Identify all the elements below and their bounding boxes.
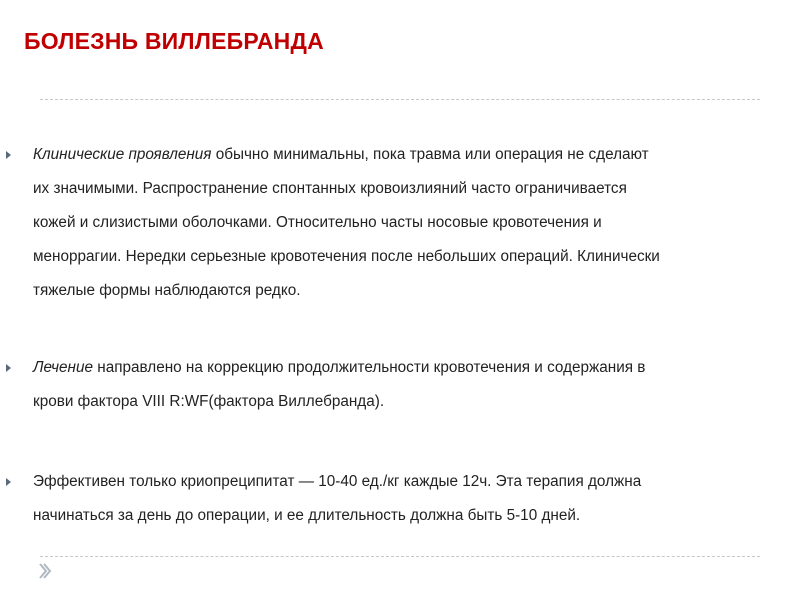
text-line: Эффективен только криопреципитат — 10-40 ед./кг каждые 12ч. Эта терапия должна [33,473,642,490]
bullet-text [33,465,798,533]
bullet-text [33,138,798,308]
triangle-right-icon [6,151,11,159]
text-line: меноррагии. Нередки серьезные кровотечения после небольших операций. Клинически [33,248,660,265]
text-line: тяжелые формы наблюдаются редко. [33,282,301,299]
slide-nav-icon[interactable] [38,563,52,579]
text-line: их значимыми. Распространение спонтанных кровоизлияний часто ограничивается [33,180,627,197]
bullet-text [33,351,798,419]
divider-top [40,99,760,100]
text-line: начинаться за день до операции, и ее длительность должна быть 5-10 дней. [33,507,581,524]
triangle-right-icon [6,478,11,486]
slide-title: БОЛЕЗНЬ ВИЛЛЕБРАНДА [24,28,324,54]
divider-bottom [40,556,760,557]
text-line: кожей и слизистыми оболочками. Относительно часты носовые кровотечения и [33,214,602,231]
text-line: Лечение направлено на коррекцию продолжительности кровотечения и содержания в [33,359,646,376]
chevron-double-icon [38,563,52,579]
text-line: крови фактора VIII R:WF(фактора Виллебранда). [33,393,385,410]
text-line: Клинические проявления обычно минимальны, пока травма или операция не сделают [33,146,649,163]
triangle-right-icon [6,364,11,372]
